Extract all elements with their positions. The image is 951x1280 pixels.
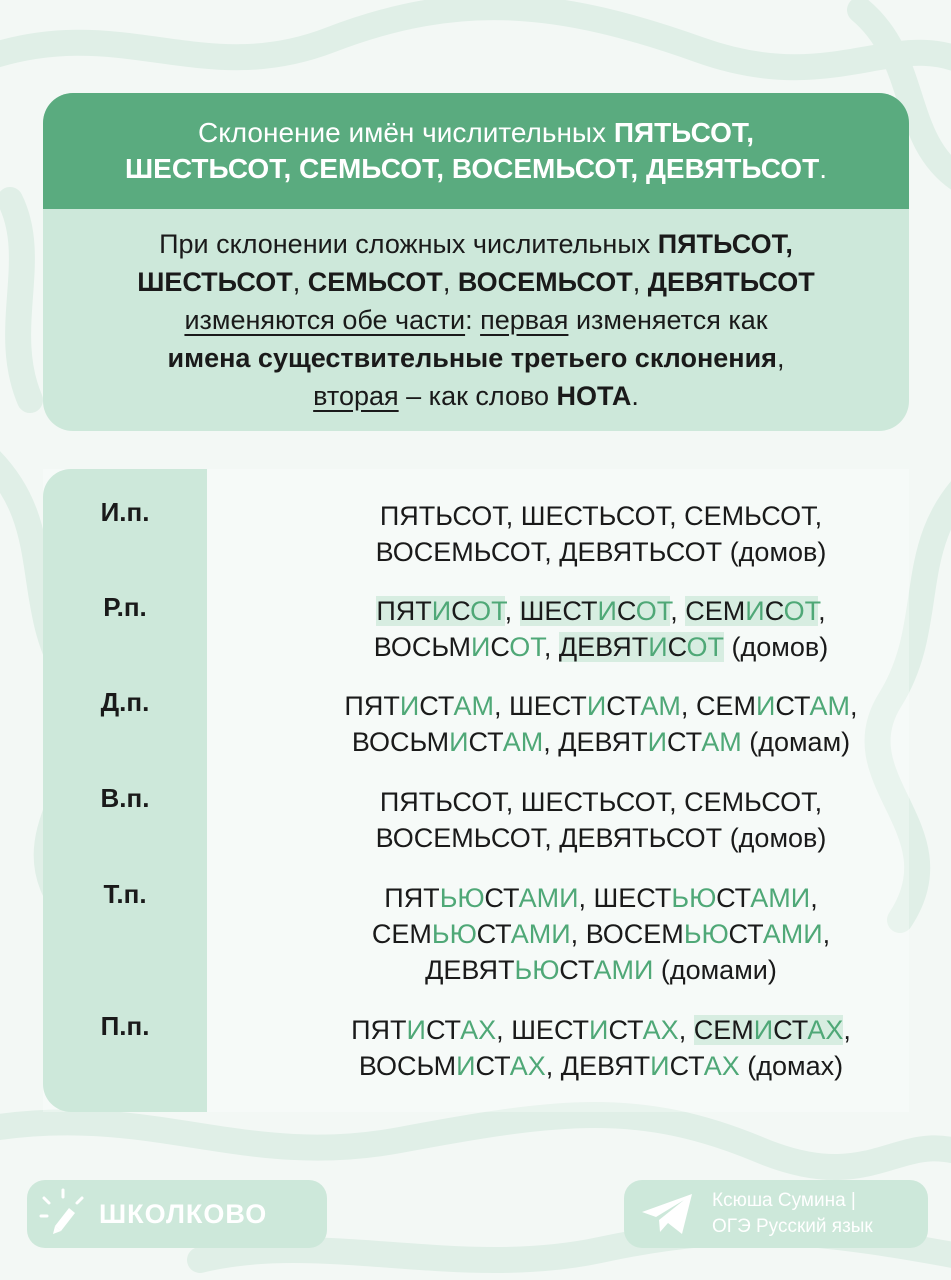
case-label: В.п.: [100, 783, 150, 813]
word-form: ПЯТЬЮСТАМИ: [384, 883, 579, 913]
word-form: ШЕСТИСТАМ: [508, 691, 681, 721]
rule-comma: ,: [292, 267, 308, 297]
title-bold-numerals: ШЕСТЬСОТ, СЕМЬСОТ, ВОСЕМЬСОТ, ДЕВЯТЬСОТ: [125, 153, 820, 184]
rule-text-part: При склонении сложных числительных: [159, 229, 658, 259]
noun-hint: (домов): [722, 537, 827, 567]
word-form: ПЯТИСТАМ: [344, 691, 494, 721]
author-name: Ксюша Сумина |: [712, 1190, 856, 1211]
case-forms: ПЯТИСТАМ, ШЕСТИСТАМ, СЕМИСТАМ, ВОСЬМИСТАМ, ДЕВЯТИСТАМ (домам): [344, 691, 858, 757]
case-forms: [250, 784, 951, 856]
rule-text-part: изменяется как: [568, 305, 768, 335]
word-form: ДЕВЯТЬЮСТАМИ: [425, 955, 654, 985]
rule-bold: ШЕСТЬСОТ: [137, 267, 293, 297]
rule-underlined: вторая: [313, 381, 399, 411]
word-form: СЕМИСТАХ: [693, 1015, 844, 1045]
rule-bold: ДЕВЯТЬСОТ: [647, 267, 815, 297]
forms-text: ПЯТЬСОТ, ШЕСТЬСОТ, СЕМЬСОТ,: [379, 501, 823, 531]
word-form: ДЕВЯТИСОТ: [558, 632, 725, 662]
rule-underlined: изменяются обе части: [184, 305, 466, 335]
case-label: И.п.: [100, 497, 150, 527]
forms-text: ВОСЕМЬСОТ, ДЕВЯТЬСОТ: [375, 823, 723, 853]
word-form: ПЯТИСОТ: [376, 596, 505, 626]
rule-bold: НОТА: [556, 381, 632, 411]
rule-period: .: [631, 381, 639, 411]
noun-hint: (домами): [653, 955, 777, 985]
word-form: СЕМЬЮСТАМИ: [371, 919, 571, 949]
case-label: Р.п.: [103, 592, 147, 622]
rule-colon: :: [465, 305, 481, 335]
brand-badge[interactable]: [27, 1180, 327, 1248]
word-form: ДЕВЯТИСТАМ: [558, 727, 742, 757]
case-label: Д.п.: [100, 687, 150, 717]
word-form: ПЯТИСТАХ: [351, 1015, 497, 1045]
rule-bold: имена существительные третьего склонения: [167, 343, 777, 373]
brand-name: ШКОЛКОВО: [99, 1198, 268, 1229]
word-form: ШЕСТЬЮСТАМИ: [593, 883, 811, 913]
case-forms: ПЯТЬЮСТАМИ, ШЕСТЬЮСТАМИ, СЕМЬЮСТАМИ, ВОСЕМЬЮСТАМИ, ДЕВЯТЬЮСТАМИ (домами): [371, 883, 831, 985]
title-text: Склонение имён числительных: [197, 117, 614, 148]
title-bold: ПЯТЬСОТ,: [613, 117, 754, 148]
channel-name: ОГЭ Русский язык: [712, 1216, 873, 1237]
noun-hint: (домам): [741, 727, 851, 757]
word-form: ШЕСТИСОТ: [519, 596, 671, 626]
rule-text: [43, 209, 909, 415]
rule-underlined: первая: [480, 305, 569, 335]
telegram-icon: [640, 1192, 696, 1236]
rule-card: [43, 93, 909, 431]
word-form: СЕМИСТАМ: [695, 691, 851, 721]
rule-comma: ,: [442, 267, 458, 297]
forms-text: ПЯТЬСОТ, ШЕСТЬСОТ, СЕМЬСОТ,: [379, 787, 823, 817]
author-info: [712, 1188, 873, 1240]
word-form: СЕМИСОТ: [685, 596, 819, 626]
case-forms: ПЯТИСОТ, ШЕСТИСОТ, СЕМИСОТ, ВОСЬМИСОТ, ДЕВЯТИСОТ (домов): [373, 596, 829, 662]
noun-hint: (домах): [739, 1051, 844, 1081]
card-title: [43, 93, 909, 209]
word-form: ШЕСТИСТАХ: [511, 1015, 679, 1045]
pencil-spark-icon: [35, 1186, 91, 1242]
rule-bold: ПЯТЬСОТ,: [657, 229, 793, 259]
word-form: ДЕВЯТИСТАХ: [560, 1051, 740, 1081]
rule-comma: ,: [632, 267, 648, 297]
rule-comma: ,: [776, 343, 785, 373]
case-label: П.п.: [100, 1011, 150, 1041]
case-label: Т.п.: [103, 879, 147, 909]
word-form: ВОСЕМЬЮСТАМИ: [585, 919, 823, 949]
rule-bold: СЕМЬСОТ: [307, 267, 443, 297]
noun-hint: (домов): [724, 632, 829, 662]
noun-hint: (домов): [722, 823, 827, 853]
word-form: ВОСЬМИСТАХ: [358, 1051, 546, 1081]
case-forms: [250, 498, 951, 570]
title-period: .: [819, 153, 827, 184]
rule-bold: ВОСЕМЬСОТ: [457, 267, 633, 297]
word-form: ВОСЬМИСТАМ: [351, 727, 544, 757]
rule-text-part: – как слово: [398, 381, 557, 411]
forms-text: ВОСЕМЬСОТ, ДЕВЯТЬСОТ: [375, 537, 723, 567]
author-badge[interactable]: [624, 1180, 928, 1248]
word-form: ВОСЬМИСОТ: [373, 632, 544, 662]
case-forms: ПЯТИСТАХ, ШЕСТИСТАХ, СЕМИСТАХ, ВОСЬМИСТАХ, ДЕВЯТИСТАХ (домах): [351, 1015, 851, 1081]
